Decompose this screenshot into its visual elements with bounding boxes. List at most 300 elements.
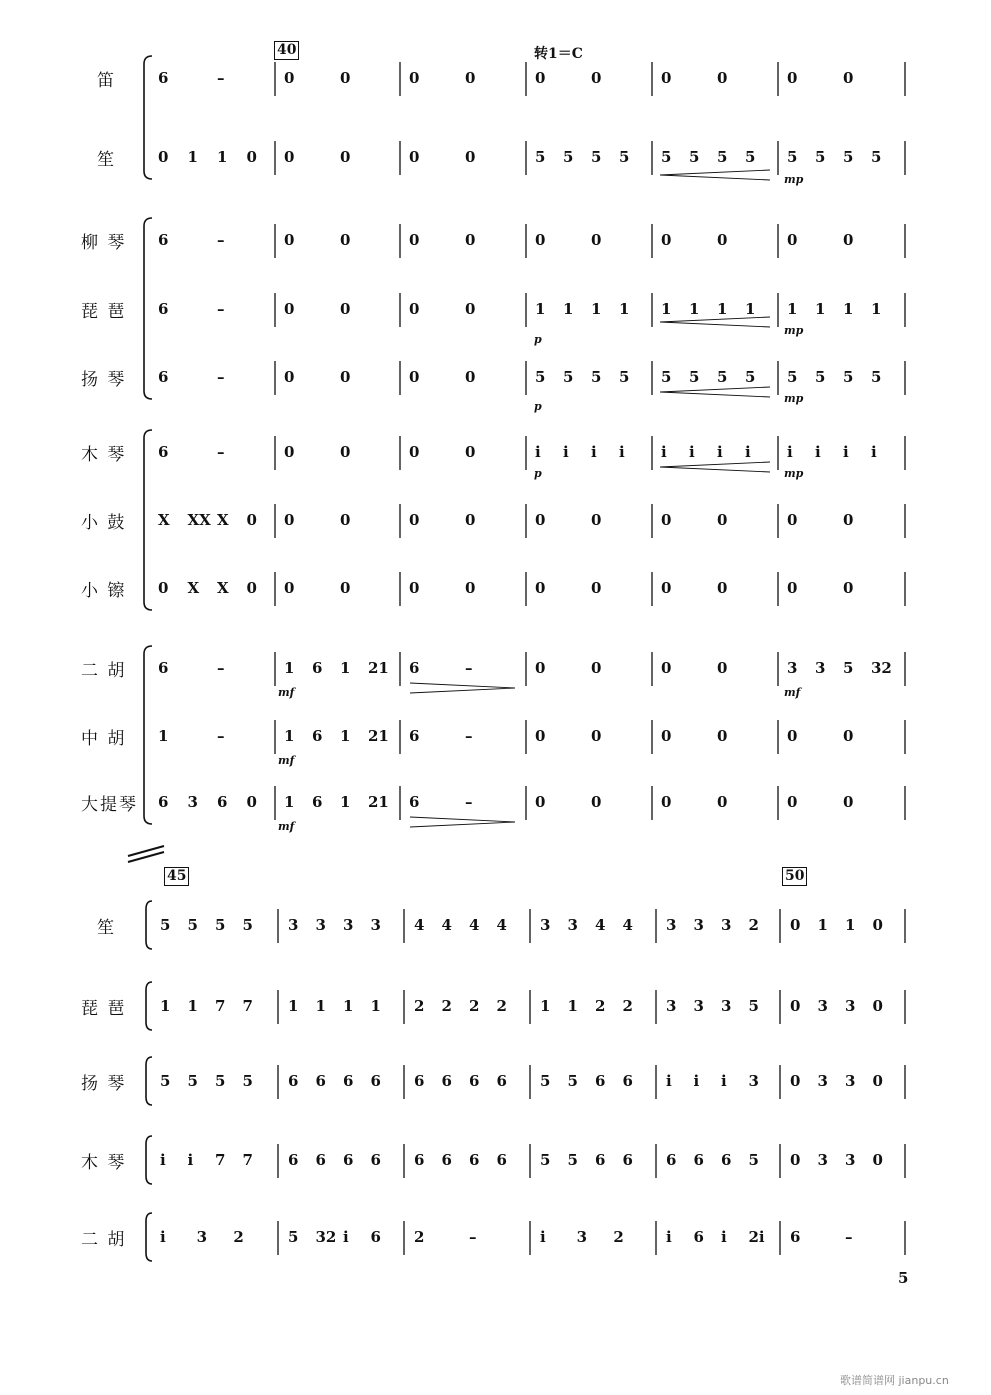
note: 0	[787, 231, 798, 249]
note: 0	[790, 1151, 801, 1169]
note: 0	[717, 727, 728, 745]
note: 1	[340, 793, 351, 811]
note: 0	[409, 368, 420, 386]
note: 5	[242, 1072, 253, 1090]
note: 0	[340, 579, 351, 597]
instrument-label-s2-1: 琵 琶	[81, 999, 127, 1019]
note: 0	[535, 793, 546, 811]
note: 0	[246, 148, 257, 166]
note: 5	[567, 1151, 578, 1169]
note: 0	[340, 300, 351, 318]
note: 5	[540, 1151, 551, 1169]
note: 6	[315, 1151, 326, 1169]
note: 5	[187, 916, 198, 934]
note: 6	[595, 1072, 606, 1090]
note: 5	[843, 148, 854, 166]
note: 3	[343, 916, 354, 934]
crescendo-hairpin	[660, 462, 770, 472]
note: 5	[215, 1072, 226, 1090]
note: 3	[817, 1072, 828, 1090]
note: 6	[158, 443, 169, 461]
note: 3	[748, 1072, 759, 1090]
note: 3	[815, 659, 826, 677]
note: 1	[661, 300, 672, 318]
note: 6	[622, 1072, 633, 1090]
note: 5	[661, 368, 672, 386]
note: –	[465, 727, 473, 745]
key-change: 转1＝C	[534, 46, 583, 62]
note: 0	[465, 300, 476, 318]
note: 0	[340, 368, 351, 386]
note: 0	[465, 443, 476, 461]
note: 6	[158, 69, 169, 87]
note: 2	[233, 1228, 244, 1246]
note: 7	[242, 997, 253, 1015]
note: 0	[591, 579, 602, 597]
note: 5	[619, 368, 630, 386]
note: 0	[340, 69, 351, 87]
note: 4	[595, 916, 606, 934]
note: 5	[215, 916, 226, 934]
note: 0	[246, 793, 257, 811]
instrument-label-s2-2: 扬 琴	[81, 1074, 127, 1094]
note: 0	[409, 443, 420, 461]
note: 3	[693, 916, 704, 934]
note: 6	[622, 1151, 633, 1169]
note: 0	[717, 511, 728, 529]
note: 1	[343, 997, 354, 1015]
note: 0	[661, 511, 672, 529]
note: 5	[787, 368, 798, 386]
note: 0	[409, 511, 420, 529]
note: 1	[745, 300, 756, 318]
note: 6	[469, 1151, 480, 1169]
note: 6	[414, 1151, 425, 1169]
note: 1	[158, 727, 169, 745]
note: 6	[158, 659, 169, 677]
note: 3	[567, 916, 578, 934]
note: 3	[187, 793, 198, 811]
note: 2	[414, 997, 425, 1015]
note: 6	[414, 1072, 425, 1090]
note: 0	[465, 511, 476, 529]
crescendo-hairpin	[660, 317, 770, 327]
note: 1	[717, 300, 728, 318]
note: 5	[288, 1228, 299, 1246]
note: 1	[817, 916, 828, 934]
note: i	[535, 443, 541, 461]
row-bracket	[146, 982, 152, 1030]
note: 5	[748, 1151, 759, 1169]
instrument-label-s2-4: 二 胡	[81, 1230, 127, 1250]
note: 1	[619, 300, 630, 318]
note: 0	[787, 727, 798, 745]
note: 6	[721, 1151, 732, 1169]
note: 21	[368, 793, 389, 811]
page-number: 5	[898, 1269, 909, 1287]
note: 3	[288, 916, 299, 934]
instrument-label-8: 二 胡	[81, 661, 127, 681]
note: 1	[567, 997, 578, 1015]
note: 4	[496, 916, 507, 934]
note: 0	[535, 231, 546, 249]
note: 5	[535, 368, 546, 386]
rehearsal-mark-40: 40	[274, 41, 299, 60]
note: 5	[661, 148, 672, 166]
note: –	[465, 659, 473, 677]
note: 1	[187, 148, 198, 166]
note: 0	[661, 69, 672, 87]
note: 0	[465, 148, 476, 166]
note: 6	[790, 1228, 801, 1246]
dynamic-mp: mp	[784, 467, 804, 480]
note: 0	[535, 511, 546, 529]
note: 5	[540, 1072, 551, 1090]
note: i	[187, 1151, 194, 1169]
note: 0	[284, 300, 295, 318]
note: 3	[787, 659, 798, 677]
note: 6	[595, 1151, 606, 1169]
note: 0	[787, 579, 798, 597]
note: 0	[790, 916, 801, 934]
note: –	[217, 659, 225, 677]
note: 1	[563, 300, 574, 318]
note: 2	[595, 997, 606, 1015]
note: 0	[340, 443, 351, 461]
note: 0	[284, 69, 295, 87]
note: 5	[591, 148, 602, 166]
note: 0	[843, 231, 854, 249]
note: 0	[591, 727, 602, 745]
note: 6	[217, 793, 228, 811]
note: 0	[158, 148, 169, 166]
note: 6	[158, 231, 169, 249]
note: 0	[465, 579, 476, 597]
note: 1	[284, 727, 295, 745]
note: 0	[246, 511, 257, 529]
instrument-label-10: 大提琴	[81, 795, 138, 815]
note: i	[666, 1228, 672, 1246]
note: 0	[409, 300, 420, 318]
note: 0	[843, 793, 854, 811]
note: 5	[567, 1072, 578, 1090]
note: 6	[370, 1151, 381, 1169]
note: 6	[315, 1072, 326, 1090]
note: 5	[871, 368, 882, 386]
note: 0	[661, 659, 672, 677]
note: 3	[721, 916, 732, 934]
note: X	[217, 579, 229, 597]
note: 6	[409, 793, 420, 811]
note: 0	[409, 231, 420, 249]
note: 0	[661, 793, 672, 811]
note: 0	[591, 511, 602, 529]
note: 1	[845, 916, 856, 934]
note: 3	[666, 916, 677, 934]
dynamic-mp: mp	[784, 392, 804, 405]
note: 0	[465, 69, 476, 87]
note: 0	[284, 148, 295, 166]
note: 0	[284, 231, 295, 249]
note: 4	[414, 916, 425, 934]
note: 6	[312, 659, 323, 677]
note: 0	[843, 579, 854, 597]
note: 6	[409, 727, 420, 745]
note: 6	[409, 659, 420, 677]
watermark: 歌谱简谱网 jianpu.cn	[840, 1374, 949, 1387]
dynamic-mf: mf	[278, 754, 295, 767]
note: i	[619, 443, 625, 461]
row-bracket	[146, 1136, 152, 1184]
note: 0	[409, 579, 420, 597]
note: 1	[160, 997, 171, 1015]
note: 3	[693, 997, 704, 1015]
note: 5	[689, 148, 700, 166]
dynamic-p: p	[534, 333, 542, 346]
note: 5	[745, 148, 756, 166]
group-bracket-1	[144, 218, 152, 399]
note: 1	[815, 300, 826, 318]
note: 0	[661, 231, 672, 249]
note: –	[217, 443, 225, 461]
instrument-label-2: 柳 琴	[81, 233, 127, 253]
note: 32	[315, 1228, 337, 1246]
note: 3	[817, 997, 828, 1015]
note: 1	[340, 659, 351, 677]
note: 2	[414, 1228, 425, 1246]
instrument-label-9: 中 胡	[81, 729, 127, 749]
group-bracket-2	[144, 430, 152, 610]
note: 0	[717, 659, 728, 677]
note: 0	[535, 659, 546, 677]
instrument-label-3: 琵 琶	[81, 302, 127, 322]
dynamic-mf: mf	[784, 686, 801, 699]
note: 2	[441, 997, 452, 1015]
note: 0	[717, 69, 728, 87]
note: 6	[343, 1151, 354, 1169]
note: 0	[787, 69, 798, 87]
dynamic-mp: mp	[784, 324, 804, 337]
instrument-label-6: 小 鼓	[81, 513, 127, 533]
note: 6	[288, 1072, 299, 1090]
note: 7	[215, 997, 226, 1015]
note: 5	[843, 368, 854, 386]
note: 1	[187, 997, 198, 1015]
note: i	[717, 443, 723, 461]
note: 6	[158, 368, 169, 386]
note: 5	[787, 148, 798, 166]
note: 0	[465, 231, 476, 249]
note: i	[689, 443, 695, 461]
instrument-label-7: 小 镲	[81, 581, 127, 601]
note: 3	[666, 997, 677, 1015]
note: 3	[540, 916, 551, 934]
note: 1	[540, 997, 551, 1015]
note: 5	[160, 916, 171, 934]
note: 3	[315, 916, 326, 934]
note: –	[217, 300, 225, 318]
note: i	[721, 1072, 727, 1090]
note: 0	[246, 579, 257, 597]
decrescendo-hairpin	[410, 683, 515, 693]
note: –	[217, 727, 225, 745]
note: 5	[745, 368, 756, 386]
note: 0	[284, 443, 295, 461]
note: 5	[563, 368, 574, 386]
note: 0	[535, 69, 546, 87]
note: 0	[340, 231, 351, 249]
note: i	[591, 443, 597, 461]
note: i	[787, 443, 793, 461]
note: 0	[872, 916, 883, 934]
note: 0	[787, 511, 798, 529]
note: 0	[284, 579, 295, 597]
note: i	[843, 443, 849, 461]
note: 2i	[748, 1228, 765, 1246]
note: 6	[441, 1072, 452, 1090]
note: 0	[409, 69, 420, 87]
note: 2	[748, 916, 759, 934]
note: 7	[215, 1151, 226, 1169]
note: 5	[535, 148, 546, 166]
note: 5	[748, 997, 759, 1015]
note: 0	[717, 579, 728, 597]
note: 5	[717, 148, 728, 166]
note: 0	[872, 1072, 883, 1090]
note: 0	[872, 997, 883, 1015]
note: 0	[790, 1072, 801, 1090]
note: 1	[370, 997, 381, 1015]
note: 3	[576, 1228, 588, 1246]
note: 5	[843, 659, 854, 677]
note: 6	[158, 793, 169, 811]
note: 5	[591, 368, 602, 386]
note: 4	[469, 916, 480, 934]
note: 5	[563, 148, 574, 166]
note: –	[469, 1228, 477, 1246]
note: 21	[368, 659, 389, 677]
note: –	[217, 69, 225, 87]
note: 21	[368, 727, 389, 745]
note: 1	[217, 148, 228, 166]
note: 1	[591, 300, 602, 318]
note: X	[187, 579, 200, 597]
note: i	[666, 1072, 672, 1090]
dynamic-p: p	[534, 467, 542, 480]
note: 0	[340, 511, 351, 529]
note: 1	[689, 300, 700, 318]
note: 5	[871, 148, 882, 166]
note: 3	[817, 1151, 828, 1169]
note: 0	[717, 793, 728, 811]
note: 3	[721, 997, 732, 1015]
dynamic-p: p	[534, 400, 542, 413]
note: 6	[441, 1151, 452, 1169]
note: 0	[158, 579, 169, 597]
note: 5	[160, 1072, 171, 1090]
instrument-label-1: 笙	[97, 150, 116, 170]
note: 6	[693, 1151, 704, 1169]
note: 0	[284, 511, 295, 529]
note: 1	[284, 793, 295, 811]
instrument-label-5: 木 琴	[81, 445, 127, 465]
note: 0	[591, 793, 602, 811]
note: i	[563, 443, 569, 461]
note: 3	[845, 1151, 856, 1169]
note: 2	[622, 997, 633, 1015]
note: XX	[187, 511, 211, 529]
note: 6	[370, 1072, 381, 1090]
note: 4	[441, 916, 452, 934]
note: i	[871, 443, 877, 461]
crescendo-hairpin	[660, 170, 770, 180]
note: 32	[871, 659, 892, 677]
note: 7	[242, 1151, 253, 1169]
note: 6	[666, 1151, 677, 1169]
note: 4	[622, 916, 633, 934]
note: 0	[843, 511, 854, 529]
note: 0	[591, 69, 602, 87]
note: i	[721, 1228, 727, 1246]
note: 0	[284, 368, 295, 386]
note: i	[693, 1072, 700, 1090]
decrescendo-hairpin	[410, 817, 515, 827]
note: 6	[496, 1151, 507, 1169]
note: 0	[717, 231, 728, 249]
row-bracket	[146, 1213, 152, 1261]
note: 2	[496, 997, 507, 1015]
note: 6	[343, 1072, 354, 1090]
instrument-label-0: 笛	[97, 71, 116, 91]
note: 0	[409, 148, 420, 166]
note: 0	[661, 579, 672, 597]
note: 0	[843, 727, 854, 745]
note: 0	[340, 148, 351, 166]
note: 1	[288, 997, 299, 1015]
group-bracket-0	[144, 56, 152, 179]
instrument-label-s2-3: 木 琴	[81, 1153, 127, 1173]
note: 6	[496, 1072, 507, 1090]
note: 1	[871, 300, 882, 318]
note: 5	[619, 148, 630, 166]
note: 1	[843, 300, 854, 318]
note: 0	[661, 727, 672, 745]
note: 5	[187, 1072, 198, 1090]
note: 0	[535, 579, 546, 597]
note: 1	[284, 659, 295, 677]
note: 0	[843, 69, 854, 87]
note: 6	[288, 1151, 299, 1169]
note: 3	[845, 1072, 856, 1090]
note: 5	[815, 368, 826, 386]
note: i	[540, 1228, 546, 1246]
note: 1	[535, 300, 546, 318]
note: 0	[872, 1151, 883, 1169]
note: 0	[535, 727, 546, 745]
note: 0	[591, 659, 602, 677]
rehearsal-mark-45: 45	[164, 867, 189, 886]
note: 5	[717, 368, 728, 386]
note: X	[217, 511, 229, 529]
note: –	[217, 368, 225, 386]
instrument-label-4: 扬 琴	[81, 370, 127, 390]
note: X	[158, 511, 170, 529]
note: –	[845, 1228, 853, 1246]
note: i	[160, 1228, 166, 1246]
note: 1	[340, 727, 351, 745]
note: 2	[613, 1228, 624, 1246]
note: 6	[312, 793, 323, 811]
